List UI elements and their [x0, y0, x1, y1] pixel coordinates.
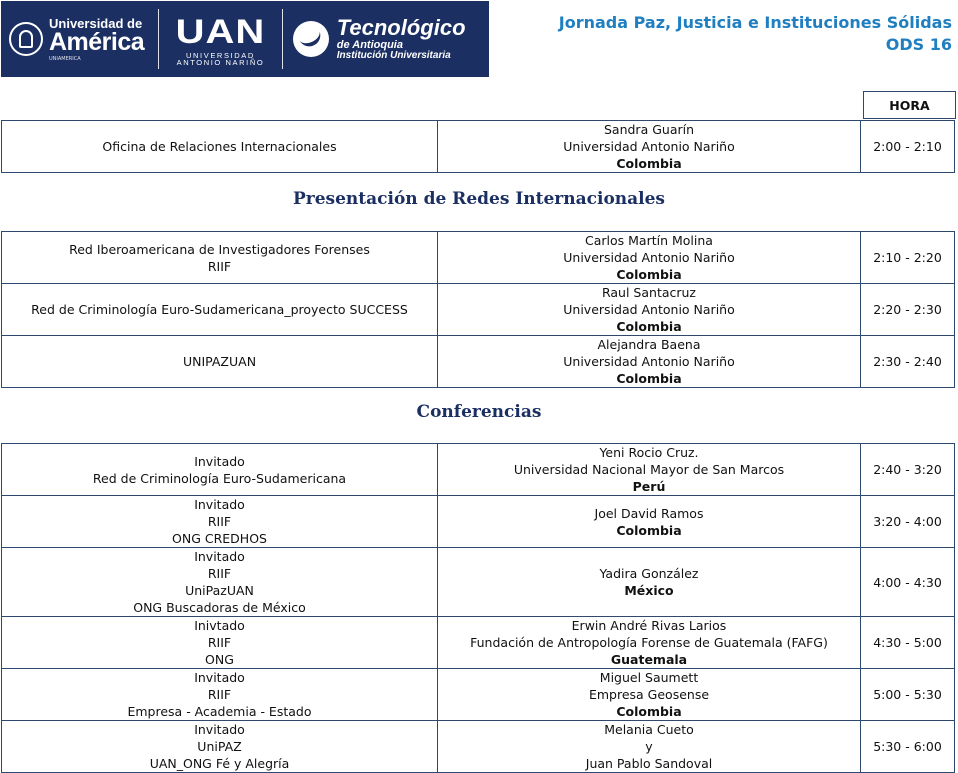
seal-icon: [9, 22, 43, 56]
speaker-line: Erwin André Rivas Larios: [571, 618, 727, 633]
speaker-cell: [438, 336, 861, 388]
logo-america-top: Universidad de: [49, 15, 143, 31]
speaker-line: Miguel Saumett: [599, 670, 699, 685]
organization-line: Invitado: [194, 453, 245, 469]
time-cell: 4:00 - 4:30: [861, 548, 955, 617]
time-cell: 2:00 - 2:10: [861, 121, 955, 173]
table-row: [2, 284, 955, 336]
logo-tdea-main: Tecnológico: [336, 15, 466, 41]
time-cell: 2:40 - 3:20: [861, 444, 955, 496]
organization-cell: [2, 617, 438, 669]
table-row: [2, 232, 955, 284]
table-row: [2, 496, 955, 548]
organization-line: Invitado: [194, 497, 245, 512]
speaker-line: Sandra Guarín: [603, 122, 695, 137]
organization-line: UniPAZ: [197, 739, 242, 754]
redes-table: [1, 231, 955, 388]
opening-table: [1, 120, 955, 173]
organization-line: ONG Buscadoras de México: [133, 600, 306, 615]
organization-line: Invitado: [194, 670, 245, 685]
country-label: Guatemala: [610, 652, 688, 667]
time-cell: 3:20 - 4:00: [861, 496, 955, 548]
time-cell: 2:30 - 2:40: [861, 336, 955, 388]
table-row: [2, 336, 955, 388]
table-row: [2, 444, 955, 496]
event-title-block: [559, 12, 952, 56]
country-label: México: [624, 583, 674, 598]
logo-america-main: América: [49, 27, 145, 56]
speaker-cell: [438, 121, 861, 173]
organization-line: Invitado: [194, 549, 245, 564]
logo-banner: [1, 1, 489, 77]
logo-tdea-sub2: Institución Universitaria: [336, 50, 451, 62]
logo-uan-sub1: UNIVERSIDAD: [186, 50, 255, 60]
organization-line: Red Iberoamericana de Investigadores Forenses: [69, 241, 370, 257]
swoosh-icon: [293, 21, 329, 57]
logo-uan-main: UAN: [175, 12, 266, 51]
speaker-line: Fundación de Antropología Forense de Guatemala (FAFG): [470, 635, 828, 650]
speaker-line: Universidad Antonio Nariño: [563, 302, 735, 317]
country-label: Colombia: [616, 371, 682, 386]
table-row: [2, 121, 955, 173]
organization-line: Invitado: [194, 722, 245, 737]
organization-cell: [2, 232, 438, 284]
country-label: Colombia: [616, 156, 682, 171]
organization-line: RIIF: [207, 566, 232, 581]
country-label: Colombia: [616, 319, 682, 334]
country-label: Perú: [632, 479, 666, 494]
speaker-cell: [438, 284, 861, 336]
conferencias-table: [1, 443, 955, 773]
section-title-conferencias: Conferencias: [416, 402, 542, 422]
table-row: [2, 669, 955, 721]
section-title-redes: Presentación de Redes Internacionales: [292, 189, 666, 209]
organization-line: Red de Criminología Euro-Sudamericana: [92, 470, 347, 486]
speaker-line: y: [645, 739, 653, 754]
organization-cell: [2, 444, 438, 496]
organization-cell: [2, 721, 438, 773]
speaker-line: Juan Pablo Sandoval: [585, 756, 713, 771]
organization-line: Red de Criminología Euro-Sudamericana_proyecto SUCCESS: [31, 302, 408, 317]
table-row: [2, 721, 955, 773]
organization-cell: [2, 284, 438, 336]
speaker-cell: [438, 232, 861, 284]
organization-cell: [2, 121, 438, 173]
organization-line: Inivtado: [194, 618, 245, 633]
organization-cell: [2, 548, 438, 617]
speaker-line: Alejandra Baena: [597, 337, 701, 352]
organization-line: RIIF: [207, 514, 232, 529]
event-title: Jornada Paz, Justicia e Instituciones Sólidas: [558, 13, 952, 32]
speaker-line: Universidad Antonio Nariño: [563, 139, 735, 154]
time-cell: 4:30 - 5:00: [861, 617, 955, 669]
hora-header: HORA: [863, 91, 956, 119]
logo-divider: [282, 9, 283, 69]
organization-cell: [2, 496, 438, 548]
country-label: Colombia: [616, 267, 682, 282]
time-cell: 5:30 - 6:00: [861, 721, 955, 773]
logo-tdea-sub1: de Antioquia: [336, 38, 403, 51]
speaker-cell: [438, 496, 861, 548]
speaker-line: Yeni Rocio Cruz.: [599, 445, 699, 460]
organization-line: UniPazUAN: [185, 583, 254, 598]
time-cell: 2:10 - 2:20: [861, 232, 955, 284]
universidad-america-logo: [1, 1, 158, 77]
organization-line: RIIF: [207, 258, 232, 274]
speaker-line: Carlos Martín Molina: [585, 233, 713, 248]
speaker-line: Raul Santacruz: [601, 285, 696, 300]
speaker-cell: [438, 617, 861, 669]
organization-cell: [2, 669, 438, 721]
time-cell: 2:20 - 2:30: [861, 284, 955, 336]
time-cell: 5:00 - 5:30: [861, 669, 955, 721]
speaker-cell: [438, 444, 861, 496]
table-row: [2, 617, 955, 669]
speaker-line: Universidad Nacional Mayor de San Marcos: [513, 462, 785, 477]
organization-line: ONG CREDHOS: [172, 531, 267, 546]
country-label: Colombia: [616, 522, 682, 538]
speaker-cell: [438, 669, 861, 721]
speaker-cell: [438, 548, 861, 617]
logo-america-sub: UNIAMERICA: [49, 55, 81, 62]
speaker-line: Joel David Ramos: [594, 505, 704, 521]
organization-line: UNIPAZUAN: [182, 354, 257, 369]
organization-line: RIIF: [207, 687, 232, 702]
event-subtitle: ODS 16: [885, 35, 952, 54]
tecnologico-antioquia-logo: [283, 1, 489, 77]
table-row: [2, 548, 955, 617]
logo-uan-sub2: ANTONIO NARIÑO: [176, 58, 265, 67]
speaker-line: Melania Cueto: [604, 722, 694, 737]
organization-line: UAN_ONG Fé y Alegría: [149, 756, 290, 771]
organization-line: Oficina de Relaciones Internacionales: [102, 139, 337, 154]
speaker-cell: [438, 721, 861, 773]
speaker-line: Universidad Antonio Nariño: [563, 250, 735, 265]
organization-line: ONG: [205, 652, 234, 667]
organization-line: RIIF: [207, 635, 232, 650]
country-label: Colombia: [616, 704, 682, 719]
header: [0, 0, 958, 80]
uan-logo: [159, 1, 282, 77]
organization-cell: [2, 336, 438, 388]
logo-divider: [158, 9, 159, 69]
organization-line: Empresa - Academia - Estado: [127, 704, 312, 719]
speaker-line: Empresa Geosense: [588, 687, 710, 702]
speaker-line: Yadira González: [599, 566, 699, 581]
speaker-line: Universidad Antonio Nariño: [563, 354, 735, 369]
